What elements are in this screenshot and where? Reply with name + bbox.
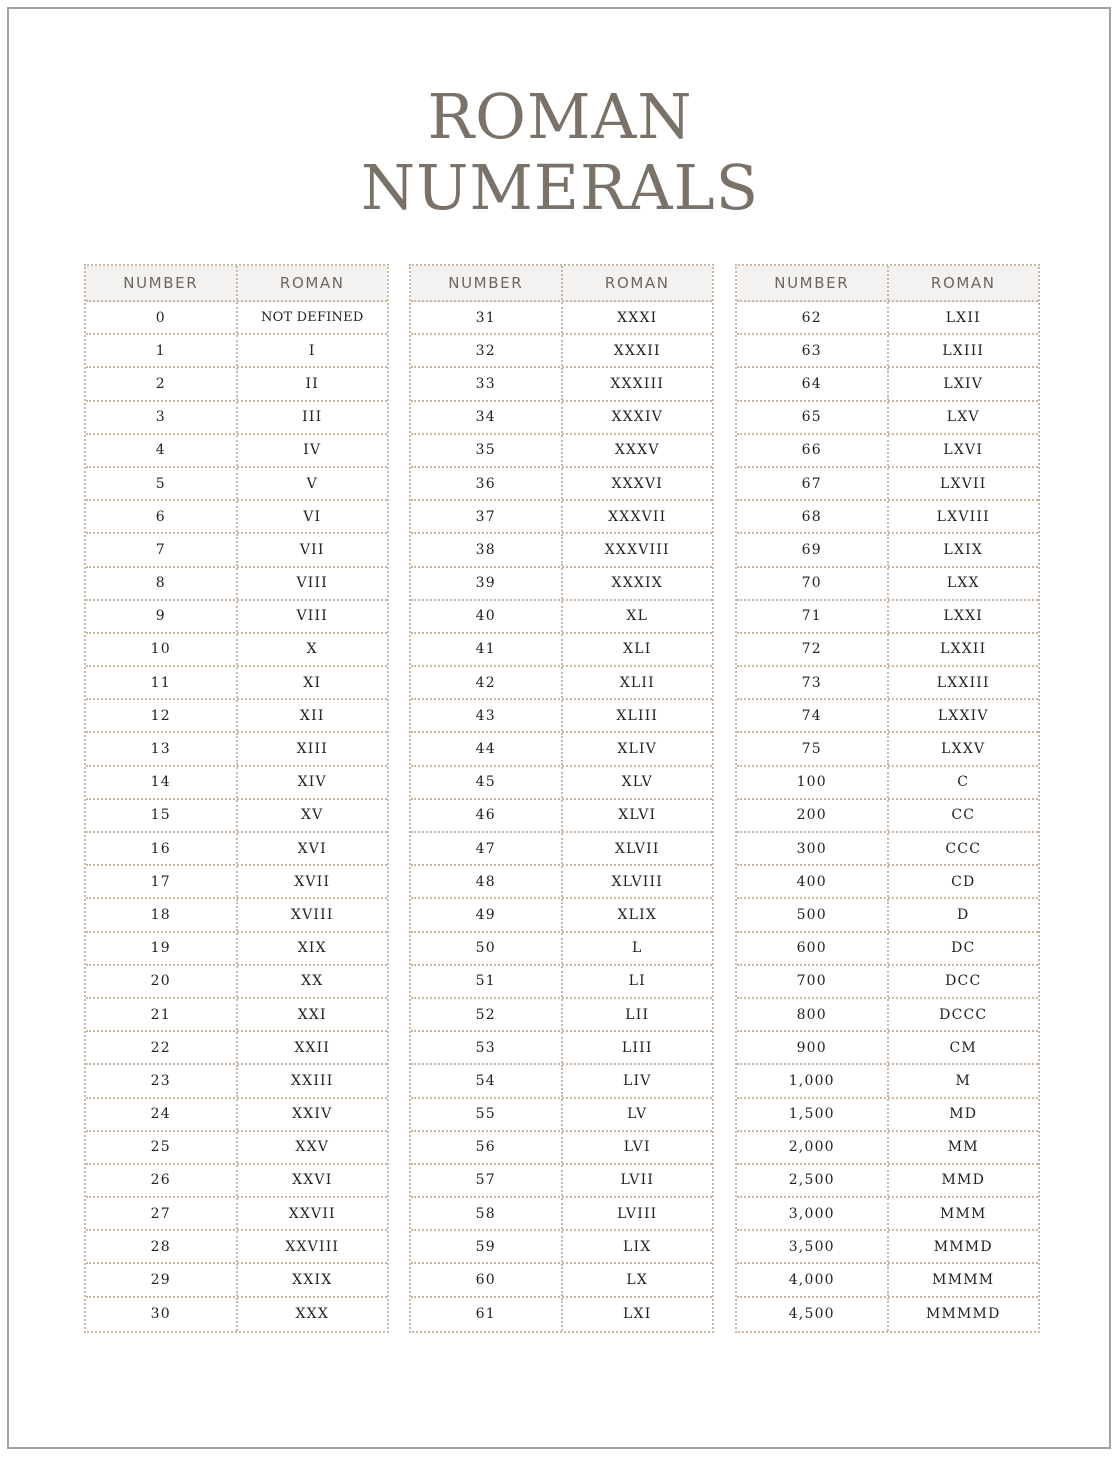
- table-row: [411, 1065, 712, 1098]
- number-cell: 66: [737, 435, 889, 466]
- table-row: [411, 1099, 712, 1132]
- table-row: [411, 468, 712, 501]
- table-row: [411, 601, 712, 634]
- number-cell: 72: [737, 634, 889, 665]
- number-cell: 300: [737, 833, 889, 864]
- number-cell: 37: [411, 501, 563, 532]
- number-cell: 60: [411, 1264, 563, 1295]
- roman-cell: LXXII: [940, 641, 987, 658]
- table-row: [86, 435, 387, 468]
- column-header-roman: ROMAN: [279, 274, 345, 292]
- table-row: [737, 1231, 1038, 1264]
- roman-cell: VI: [303, 508, 322, 525]
- roman-cell: XXIX: [292, 1272, 333, 1289]
- number-cell: 70: [737, 568, 889, 599]
- roman-cell: DCC: [945, 973, 982, 990]
- roman-cell: MM: [947, 1139, 979, 1156]
- table-row: [86, 899, 387, 932]
- roman-cell: XIV: [297, 774, 327, 791]
- roman-cell: C: [957, 774, 970, 791]
- roman-cell: XXI: [297, 1006, 327, 1023]
- roman-cell: CCC: [945, 840, 982, 857]
- table-row: [737, 1032, 1038, 1065]
- roman-cell: LXX: [946, 575, 980, 592]
- number-cell: 2,500: [737, 1165, 889, 1196]
- number-cell: 30: [86, 1298, 238, 1331]
- number-cell: 36: [411, 468, 563, 499]
- number-cell: 25: [86, 1132, 238, 1163]
- number-cell: 14: [86, 767, 238, 798]
- roman-cell: LXXIV: [937, 707, 989, 724]
- number-cell: 34: [411, 402, 563, 433]
- number-cell: 18: [86, 899, 238, 930]
- table-row: [411, 368, 712, 401]
- roman-cell: LXI: [623, 1306, 652, 1323]
- number-cell: 45: [411, 767, 563, 798]
- number-cell: 62: [737, 302, 889, 333]
- number-cell: 58: [411, 1198, 563, 1229]
- table-row: [411, 1132, 712, 1165]
- roman-cell: VIII: [296, 608, 328, 625]
- roman-cell: XXIV: [292, 1106, 333, 1123]
- table-row: [86, 1264, 387, 1297]
- number-cell: 40: [411, 601, 563, 632]
- number-cell: 4: [86, 435, 238, 466]
- roman-cell: XXXIV: [611, 409, 664, 426]
- table-row: [411, 767, 712, 800]
- number-cell: 4,500: [737, 1298, 889, 1331]
- number-cell: 1: [86, 335, 238, 366]
- number-cell: 42: [411, 667, 563, 698]
- roman-cell: XXXIX: [611, 575, 663, 592]
- table-row: [86, 866, 387, 899]
- table-row: [411, 733, 712, 766]
- roman-cell: XLIX: [617, 906, 658, 923]
- table-row: [86, 767, 387, 800]
- roman-cell: LXII: [945, 309, 981, 326]
- roman-cell: CC: [951, 807, 976, 824]
- table-row: [737, 1198, 1038, 1231]
- number-cell: 67: [737, 468, 889, 499]
- table-row: [411, 335, 712, 368]
- roman-cell: LXVI: [943, 442, 984, 459]
- table-row: [737, 1099, 1038, 1132]
- roman-cell: XL: [626, 608, 649, 625]
- roman-cell: LI: [628, 973, 646, 990]
- number-cell: 54: [411, 1065, 563, 1096]
- number-cell: 4,000: [737, 1264, 889, 1295]
- roman-cell: LVIII: [617, 1205, 658, 1222]
- table-row: [86, 1132, 387, 1165]
- roman-cell: M: [955, 1072, 972, 1089]
- table-row: [737, 899, 1038, 932]
- table-row: [737, 534, 1038, 567]
- roman-cell: VII: [299, 541, 325, 558]
- number-cell: 31: [411, 302, 563, 333]
- number-cell: 10: [86, 634, 238, 665]
- roman-cell: XLI: [623, 641, 652, 658]
- table-row: [737, 800, 1038, 833]
- roman-cell: LXVIII: [936, 508, 990, 525]
- roman-cell: L: [632, 940, 643, 957]
- roman-cell: DC: [951, 940, 976, 957]
- number-cell: 33: [411, 368, 563, 399]
- number-cell: 47: [411, 833, 563, 864]
- table-row: [411, 667, 712, 700]
- table-row: [737, 634, 1038, 667]
- page-title-line-2: NUMERALS: [360, 151, 760, 224]
- roman-cell: II: [305, 375, 319, 392]
- roman-cell: XLVI: [618, 807, 657, 824]
- roman-cell: XXX: [295, 1306, 329, 1323]
- number-cell: 700: [737, 966, 889, 997]
- number-cell: 52: [411, 999, 563, 1030]
- number-cell: 6: [86, 501, 238, 532]
- table-row: [411, 1032, 712, 1065]
- column-header-number: NUMBER: [737, 266, 889, 300]
- number-cell: 46: [411, 800, 563, 831]
- table-row: [86, 335, 387, 368]
- table-row: [411, 634, 712, 667]
- roman-cell: XXXI: [617, 309, 658, 326]
- roman-cell: D: [957, 906, 970, 923]
- numerals-table-3: [735, 264, 1040, 1333]
- roman-cell: XVIII: [290, 906, 334, 923]
- table-row: [86, 1198, 387, 1231]
- table-row: [86, 568, 387, 601]
- roman-cell: LXVII: [940, 475, 987, 492]
- roman-cell: LXV: [946, 409, 980, 426]
- number-cell: 1,000: [737, 1065, 889, 1096]
- table-row: [86, 800, 387, 833]
- number-cell: 73: [737, 667, 889, 698]
- roman-cell: I: [308, 342, 316, 359]
- roman-cell: MMMD: [933, 1238, 993, 1255]
- number-cell: 900: [737, 1032, 889, 1063]
- roman-cell: LIII: [621, 1039, 653, 1056]
- table-row: [411, 700, 712, 733]
- roman-cell: XXXVIII: [604, 541, 670, 558]
- roman-cell: XLII: [619, 674, 655, 691]
- roman-cell: MMD: [941, 1172, 985, 1189]
- table-row: [411, 568, 712, 601]
- roman-cell: MMM: [939, 1205, 987, 1222]
- table-row: [86, 933, 387, 966]
- roman-cell: LXIV: [943, 375, 984, 392]
- table-row: [411, 1198, 712, 1231]
- number-cell: 27: [86, 1198, 238, 1229]
- roman-cell: XXVII: [288, 1205, 336, 1222]
- table-row: [737, 667, 1038, 700]
- table-row: [737, 1165, 1038, 1198]
- roman-cell: XXVIII: [285, 1238, 340, 1255]
- roman-cell: LIV: [622, 1072, 652, 1089]
- table-row: [737, 700, 1038, 733]
- number-cell: 21: [86, 999, 238, 1030]
- column-header-number: NUMBER: [411, 266, 563, 300]
- roman-cell: CD: [951, 873, 976, 890]
- number-cell: 800: [737, 999, 889, 1030]
- roman-cell: LXXV: [941, 741, 986, 758]
- table-row: [86, 1231, 387, 1264]
- number-cell: 17: [86, 866, 238, 897]
- page-title-line-1: ROMAN: [427, 80, 693, 153]
- table-row: [86, 501, 387, 534]
- table-row: [86, 667, 387, 700]
- number-cell: 12: [86, 700, 238, 731]
- column-header-roman: ROMAN: [930, 274, 996, 292]
- roman-cell: LVII: [620, 1172, 655, 1189]
- table-row: [86, 1165, 387, 1198]
- roman-cell: LXXI: [943, 608, 984, 625]
- number-cell: 53: [411, 1032, 563, 1063]
- roman-cell: XXV: [295, 1139, 330, 1156]
- roman-cell: XI: [303, 674, 322, 691]
- number-cell: 200: [737, 800, 889, 831]
- number-cell: 28: [86, 1231, 238, 1262]
- number-cell: 32: [411, 335, 563, 366]
- number-cell: 38: [411, 534, 563, 565]
- table-row: [86, 302, 387, 335]
- table-row: [86, 368, 387, 401]
- number-cell: 44: [411, 733, 563, 764]
- roman-cell: III: [302, 409, 323, 426]
- number-cell: 5: [86, 468, 238, 499]
- roman-cell: XXIII: [290, 1072, 334, 1089]
- roman-cell: XXXIII: [610, 375, 665, 392]
- table-row: [86, 534, 387, 567]
- roman-cell: NOT DEFINED: [261, 310, 364, 326]
- number-cell: 9: [86, 601, 238, 632]
- roman-cell: XVII: [294, 873, 331, 890]
- number-cell: 51: [411, 966, 563, 997]
- roman-cell: LX: [626, 1272, 649, 1289]
- number-cell: 43: [411, 700, 563, 731]
- table-row: [737, 833, 1038, 866]
- roman-cell: XIII: [296, 741, 328, 758]
- table-row: [86, 634, 387, 667]
- roman-cell: V: [306, 475, 318, 492]
- number-cell: 59: [411, 1231, 563, 1262]
- table-row: [411, 402, 712, 435]
- table-row: [411, 1298, 712, 1331]
- roman-cell: LV: [627, 1106, 648, 1123]
- roman-cell: XLVII: [614, 840, 660, 857]
- number-cell: 3,500: [737, 1231, 889, 1262]
- table-row: [737, 1132, 1038, 1165]
- number-cell: 57: [411, 1165, 563, 1196]
- number-cell: 63: [737, 335, 889, 366]
- roman-cell: XLV: [621, 774, 653, 791]
- table-row: [737, 1065, 1038, 1098]
- number-cell: 55: [411, 1099, 563, 1130]
- table-row: [737, 933, 1038, 966]
- table-row: [86, 402, 387, 435]
- number-cell: 8: [86, 568, 238, 599]
- roman-cell: LII: [625, 1006, 650, 1023]
- number-cell: 13: [86, 733, 238, 764]
- table-row: [86, 601, 387, 634]
- number-cell: 15: [86, 800, 238, 831]
- table-row: [86, 1032, 387, 1065]
- number-cell: 35: [411, 435, 563, 466]
- roman-cell: XXVI: [292, 1172, 333, 1189]
- roman-cell: LVI: [623, 1139, 651, 1156]
- number-cell: 20: [86, 966, 238, 997]
- roman-cell: XLVIII: [611, 873, 663, 890]
- table-row: [411, 1165, 712, 1198]
- number-cell: 50: [411, 933, 563, 964]
- number-cell: 2,000: [737, 1132, 889, 1163]
- numerals-table-2: [409, 264, 714, 1333]
- table-row: [411, 866, 712, 899]
- table-row: [737, 435, 1038, 468]
- table-header-row: [737, 266, 1038, 302]
- roman-cell: MMMMD: [925, 1306, 1001, 1323]
- roman-cell: LXIII: [942, 342, 985, 359]
- table-row: [737, 468, 1038, 501]
- number-cell: 3: [86, 402, 238, 433]
- table-row: [86, 999, 387, 1032]
- table-row: [411, 302, 712, 335]
- table-row: [737, 402, 1038, 435]
- roman-cell: LIX: [623, 1238, 652, 1255]
- number-cell: 500: [737, 899, 889, 930]
- table-row: [737, 733, 1038, 766]
- number-cell: 19: [86, 933, 238, 964]
- number-cell: 29: [86, 1264, 238, 1295]
- roman-cell: MD: [949, 1106, 978, 1123]
- table-row: [737, 999, 1038, 1032]
- table-row: [737, 568, 1038, 601]
- number-cell: 1,500: [737, 1099, 889, 1130]
- roman-cell: XLIII: [616, 707, 659, 724]
- table-row: [737, 866, 1038, 899]
- table-row: [86, 700, 387, 733]
- table-row: [86, 733, 387, 766]
- table-row: [737, 302, 1038, 335]
- number-cell: 39: [411, 568, 563, 599]
- number-cell: 24: [86, 1099, 238, 1130]
- number-cell: 69: [737, 534, 889, 565]
- roman-cell: XLIV: [617, 741, 658, 758]
- table-row: [411, 833, 712, 866]
- table-row: [411, 999, 712, 1032]
- table-row: [86, 1099, 387, 1132]
- roman-cell: XII: [299, 707, 325, 724]
- table-header-row: [411, 266, 712, 302]
- number-cell: 64: [737, 368, 889, 399]
- roman-cell: XXXII: [613, 342, 661, 359]
- roman-cell: XX: [301, 973, 324, 990]
- table-row: [86, 1065, 387, 1098]
- numerals-table-1: [84, 264, 389, 1333]
- number-cell: 26: [86, 1165, 238, 1196]
- number-cell: 56: [411, 1132, 563, 1163]
- column-header-number: NUMBER: [86, 266, 238, 300]
- table-row: [86, 833, 387, 866]
- table-row: [411, 435, 712, 468]
- table-row: [86, 966, 387, 999]
- roman-cell: VIII: [296, 575, 328, 592]
- number-cell: 75: [737, 733, 889, 764]
- table-row: [737, 501, 1038, 534]
- table-row: [737, 335, 1038, 368]
- roman-cell: XXXV: [614, 442, 660, 459]
- table-row: [411, 1231, 712, 1264]
- number-cell: 49: [411, 899, 563, 930]
- number-cell: 41: [411, 634, 563, 665]
- table-row: [737, 601, 1038, 634]
- table-row: [86, 468, 387, 501]
- table-row: [737, 368, 1038, 401]
- number-cell: 7: [86, 534, 238, 565]
- table-row: [411, 966, 712, 999]
- table-row: [411, 501, 712, 534]
- roman-cell: X: [306, 641, 318, 658]
- number-cell: 74: [737, 700, 889, 731]
- roman-cell: XXXVII: [608, 508, 667, 525]
- roman-cell: XXII: [294, 1039, 331, 1056]
- number-cell: 68: [737, 501, 889, 532]
- roman-cell: LXIX: [943, 541, 984, 558]
- number-cell: 61: [411, 1298, 563, 1331]
- number-cell: 48: [411, 866, 563, 897]
- table-row: [737, 767, 1038, 800]
- table-header-row: [86, 266, 387, 302]
- table-row: [411, 534, 712, 567]
- number-cell: 2: [86, 368, 238, 399]
- roman-cell: XVI: [297, 840, 327, 857]
- number-cell: 0: [86, 302, 238, 333]
- number-cell: 71: [737, 601, 889, 632]
- table-row: [737, 1298, 1038, 1331]
- table-row: [411, 933, 712, 966]
- roman-cell: LXXIII: [936, 674, 990, 691]
- table-row: [737, 1264, 1038, 1297]
- number-cell: 23: [86, 1065, 238, 1096]
- number-cell: 11: [86, 667, 238, 698]
- table-row: [86, 1298, 387, 1331]
- number-cell: 65: [737, 402, 889, 433]
- roman-cell: DCCC: [939, 1006, 988, 1023]
- table-row: [411, 899, 712, 932]
- number-cell: 400: [737, 866, 889, 897]
- number-cell: 22: [86, 1032, 238, 1063]
- roman-cell: XV: [301, 807, 324, 824]
- number-cell: 100: [737, 767, 889, 798]
- table-row: [411, 1264, 712, 1297]
- roman-cell: MMMM: [932, 1272, 995, 1289]
- number-cell: 600: [737, 933, 889, 964]
- roman-cell: IV: [303, 442, 322, 459]
- table-row: [411, 800, 712, 833]
- roman-cell: XIX: [297, 940, 327, 957]
- table-row: [737, 966, 1038, 999]
- column-header-roman: ROMAN: [604, 274, 670, 292]
- roman-cell: XXXVI: [611, 475, 664, 492]
- number-cell: 3,000: [737, 1198, 889, 1229]
- roman-cell: CM: [949, 1039, 977, 1056]
- number-cell: 16: [86, 833, 238, 864]
